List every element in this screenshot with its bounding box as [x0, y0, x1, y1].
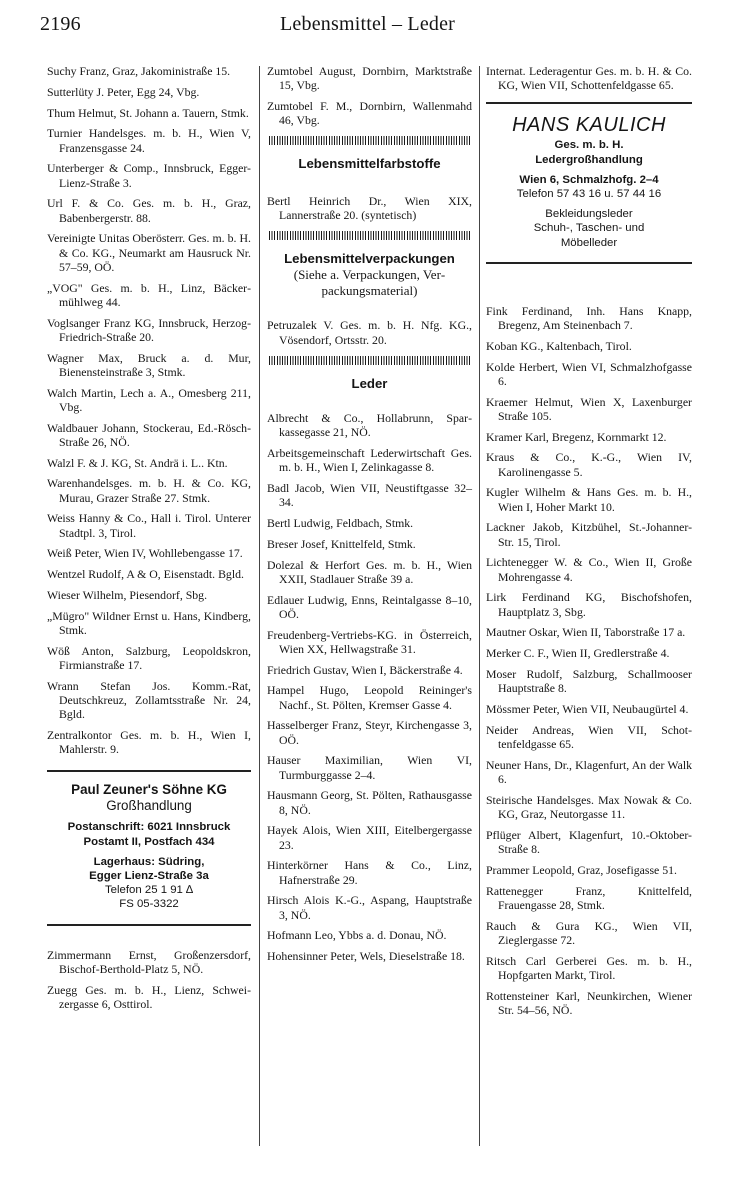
directory-entry: Rauch & Gura KG., Wien VII, Zieglergasse 72.	[486, 918, 692, 947]
ad-phone: Telefon 25 1 91 ∆	[104, 884, 194, 897]
directory-entry: Freudenberg-Vertriebs-KG. in Österreich, Wien XX, Hellwagstraße 31.	[267, 627, 472, 656]
ad-product-line: Möbelleder	[560, 236, 618, 249]
section-heading-leder: Leder	[351, 375, 388, 391]
directory-entry: Bertl Heinrich Dr., Wien XIX, Lannerstraße 20. (syntetisch)	[267, 193, 472, 222]
ad-product-line: Bekleidungsleder	[545, 208, 633, 221]
directory-entry: Hinterkörner Hans & Co., Linz, Hafnerstraße 29.	[267, 858, 472, 887]
directory-entry: Walzl F. & J. KG, St. Andrä i. L.. Ktn.	[47, 455, 228, 470]
directory-entry: Breser Josef, Knittelfeld, Stmk.	[267, 536, 416, 551]
directory-entry: Lichtenegger W. & Co., Wien II, Große Mohrengasse 4.	[486, 555, 692, 584]
ad-warehouse-line: Lagerhaus: Südring,	[93, 855, 205, 868]
directory-entry: Petruzalek V. Ges. m. b. H. Nfg. KG., Vösendorf, Ortsstr. 20.	[267, 318, 472, 347]
ad-company-name: HANS KAULICH	[512, 114, 666, 137]
directory-entry: Unterberger & Comp., Innsbruck, Egger-Lienz-Straße 3.	[47, 161, 251, 190]
column-divider	[259, 66, 260, 1146]
directory-entry: Url F. & Co. Ges. m. b. H., Graz, Babenbergerstr. 88.	[47, 196, 251, 225]
ad-bottom-rule	[47, 924, 251, 926]
directory-entry: Wöß Anton, Salzburg, Leopoldskron, Firmianstraße 17.	[47, 643, 251, 672]
directory-entry: Zimmermann Ernst, Großenzersdorf, Bischof-Berthold-Platz 5, NÖ.	[47, 947, 251, 976]
ad-bottom-rule	[486, 262, 692, 264]
column-divider	[479, 66, 480, 1146]
ad-paul-zeuner	[47, 782, 251, 911]
ad-warehouse-line: Egger Lienz-Straße 3a	[89, 870, 209, 882]
directory-entry: Vereinigte Unitas Oberösterr. Ges. m. b. H. & Co. KG., Neumarkt am Hausruck Nr. 57–59, OÖ.	[47, 231, 251, 274]
directory-entry: „Mügro" Wildner Ernst u. Hans, Kindberg, Stmk.	[47, 608, 251, 637]
directory-entry: Pflüger Albert, Klagenfurt, 10.-Oktober-Straße 8.	[486, 827, 692, 857]
section-separator-bar	[269, 231, 470, 240]
directory-entry: Kolde Herbert, Wien VI, Schmalzhofgasse 6.	[486, 359, 692, 388]
page-number: 2196	[40, 13, 81, 35]
directory-entry: Moser Rudolf, Salzburg, Schallmooser Hauptstraße 8.	[486, 667, 692, 696]
entry-list	[267, 64, 472, 127]
ad-product-line: Schuh-, Taschen- und	[533, 222, 645, 235]
ad-top-rule	[486, 102, 692, 104]
ad-address-line: Postamt II, Postfach 434	[83, 835, 215, 848]
directory-entry: Lackner Jakob, Kitzbühel, St.-Johanner-Str. 15, Tirol.	[486, 520, 692, 549]
directory-entry: Weiß Peter, Wien IV, Wohllebengasse 17.	[47, 546, 243, 561]
directory-entry: Rottensteiner Karl, Neunkirchen, Wiener Str. 54–56, NÖ.	[486, 988, 692, 1017]
entry-list	[47, 948, 251, 1011]
ad-company-name: Paul Zeuner's Söhne KG	[71, 782, 227, 798]
directory-entry: Mössmer Peter, Wien VII, Neubaugürtel 4.	[486, 702, 689, 717]
ad-phone: Telefon 57 43 16 u. 57 44 16	[516, 188, 662, 201]
directory-entry: Zuegg Ges. m. b. H., Lienz, Schweizergasse 6, Osttirol.	[47, 982, 251, 1011]
directory-entry: Kugler Wilhelm & Hans Ges. m. b. H., Wien I, Hoher Markt 10.	[486, 485, 692, 514]
ad-company-type: Ledergroßhandlung	[535, 153, 643, 166]
entry-list	[486, 64, 692, 92]
column-1	[47, 64, 251, 1018]
section-separator-bar	[269, 356, 470, 365]
ad-top-rule	[47, 770, 251, 772]
directory-entry: Dolezal & Herfort Ges. m. b. H., Wien XXII, Stadlauer Straße 39 a.	[267, 557, 472, 586]
page-title: Lebensmittel – Leder	[280, 13, 456, 35]
entry-list	[486, 304, 692, 1017]
directory-entry: Steirische Handelsges. Max Nowak & Co. KG, Graz, Neutorgasse 11.	[486, 792, 692, 822]
directory-entry: Ritsch Carl Gerberei Ges. m. b. H., Hopfgarten Markt, Tirol.	[486, 953, 692, 982]
directory-entry: Thum Helmut, St. Johann a. Tauern, Stmk.	[47, 105, 249, 120]
directory-entry: Warenhandelsges. m. b. H. & Co. KG, Murau, Grazer Straße 27. Stmk.	[47, 476, 251, 505]
directory-entry: Kramer Karl, Bregenz, Kornmarkt 12.	[486, 429, 667, 444]
directory-entry: Sutterlüty J. Peter, Egg 24, Vbg.	[47, 84, 200, 99]
entry-list	[267, 312, 472, 346]
directory-entry: Weiss Hanny & Co., Hall i. Tirol. Unterer Stadtpl. 3, Tirol.	[47, 511, 251, 540]
directory-entry: Koban KG., Kaltenbach, Tirol.	[486, 338, 632, 353]
directory-entry: Hausmann Georg, St. Pölten, Rathausgasse 8, NÖ.	[267, 788, 472, 817]
directory-entry: Hofmann Leo, Ybbs a. d. Donau, NÖ.	[267, 928, 447, 943]
directory-entry: Bertl Ludwig, Feldbach, Stmk.	[267, 516, 414, 531]
directory-entry: Prammer Leopold, Graz, Josefigasse 51.	[486, 862, 677, 877]
section-heading-lebensmittelverpackungen: Lebensmittelverpackungen	[284, 251, 455, 267]
section-subheading: (Siehe a. Verpackungen, Verpackungsmaterial)	[293, 267, 446, 298]
entry-list	[267, 186, 472, 222]
directory-entry: Badl Jacob, Wien VII, Neustiftgasse 32–34.	[267, 481, 472, 510]
ad-address: Wien 6, Schmalzhofg. 2–4	[519, 173, 659, 186]
entry-list	[47, 64, 251, 756]
directory-entry: Hampel Hugo, Leopold Reininger's Nachf., St. Pölten, Kremser Gasse 4.	[267, 683, 472, 712]
ad-hans-kaulich	[486, 114, 692, 249]
directory-entry: Zumtobel F. M., Dornbirn, Wallenmahd 46, Vbg.	[267, 99, 472, 128]
section-separator-bar	[269, 136, 470, 145]
directory-entry: Waldbauer Johann, Stockerau, Ed.-Rösch-Straße 26, NÖ.	[47, 420, 251, 449]
ad-telex: FS 05-3322	[119, 898, 179, 911]
ad-company-legal: Ges. m. b. H.	[554, 139, 624, 152]
directory-entry: Suchy Franz, Graz, Jakoministraße 15.	[47, 64, 231, 78]
ad-company-type: Großhandlung	[106, 798, 192, 814]
directory-entry: Mautner Oskar, Wien II, Taborstraße 17 a.	[486, 625, 686, 640]
directory-entry: Walch Martin, Lech a. A., Omesberg 211, Vbg.	[47, 385, 251, 414]
ad-address-line: Postanschrift: 6021 Innsbruck	[67, 821, 231, 834]
directory-entry: Albrecht & Co., Hollabrunn, Sparkassegasse 21, NÖ.	[267, 411, 472, 440]
entry-list	[267, 405, 472, 963]
directory-entry: Rattenegger Franz, Knittelfeld, Frauengasse 28, Stmk.	[486, 883, 692, 912]
directory-entry: Wagner Max, Bruck a. d. Mur, Bienensteinstraße 3, Stmk.	[47, 350, 251, 379]
directory-entry: Hayek Alois, Wien XIII, Eitelbergergasse 23.	[267, 823, 472, 852]
directory-entry: Zumtobel August, Dornbirn, Marktstraße 15, Vbg.	[267, 64, 472, 93]
directory-entry: Zentralkontor Ges. m. b. H., Wien I, Mahlerstr. 9.	[47, 727, 251, 757]
directory-entry: Wentzel Rudolf, A & O, Eisenstadt. Bgld.	[47, 567, 244, 582]
column-3	[486, 64, 692, 1024]
directory-entry: Turnier Handelsges. m. b. H., Wien V, Franzensgasse 24.	[47, 126, 251, 155]
directory-entry: Fink Ferdinand, Inh. Hans Knapp, Bregenz, Am Steinenbach 7.	[486, 303, 692, 333]
directory-entry: Friedrich Gustav, Wien I, Bäckerstraße 4.	[267, 662, 463, 677]
directory-entry: Wrann Stefan Jos. Komm.-Rat, Deutschkreuz, Zollamtsstraße Nr. 24, Bgld.	[47, 678, 251, 722]
directory-entry: Voglsanger Franz KG, Innsbruck, Herzog-Friedrich-Straße 20.	[47, 315, 251, 344]
directory-entry: Lirk Ferdinand KG, Bischofshofen, Hauptplatz 3, Sbg.	[486, 590, 692, 619]
directory-entry: Arbeitsgemeinschaft Lederwirtschaft Ges. m. b. H., Wien I, Zelinkagasse 8.	[267, 446, 472, 475]
directory-entry: Kraemer Helmut, Wien X, Laxenburger Straße 105.	[486, 394, 692, 423]
directory-entry: Neider Andreas, Wien VII, Schottenfeldgasse 65.	[486, 722, 692, 752]
directory-entry: Neuner Hans, Dr., Klagenfurt, An der Walk 6.	[486, 757, 692, 787]
directory-entry: Merker C. F., Wien II, Gredlerstraße 4.	[486, 646, 670, 661]
directory-entry: Kraus & Co., K.-G., Wien IV, Karolinengasse 5.	[486, 450, 692, 479]
directory-entry: Wieser Wilhelm, Piesendorf, Sbg.	[47, 587, 208, 602]
section-heading-lebensmittelfarbstoffe: Lebensmittelfarbstoffe	[298, 156, 441, 172]
directory-entry: Edlauer Ludwig, Enns, Reintalgasse 8–10, OÖ.	[267, 592, 472, 621]
directory-entry: Hohensinner Peter, Wels, Dieselstraße 18.	[267, 949, 465, 964]
directory-entry: „VOG" Ges. m. b. H., Linz, Bäckermühlweg 44.	[47, 280, 251, 309]
directory-entry: Hasselberger Franz, Steyr, Kirchengasse 3, OÖ.	[267, 718, 472, 747]
directory-entry: Hirsch Alois K.-G., Aspang, Hauptstraße 3, NÖ.	[267, 893, 472, 922]
column-2	[267, 64, 472, 970]
directory-entry: Internat. Lederagentur Ges. m. b. H. & Co. KG, Wien VII, Schottenfeldgasse 65.	[486, 64, 692, 93]
directory-entry: Hauser Maximilian, Wien VI, Turmburggasse 2–4.	[267, 753, 472, 782]
